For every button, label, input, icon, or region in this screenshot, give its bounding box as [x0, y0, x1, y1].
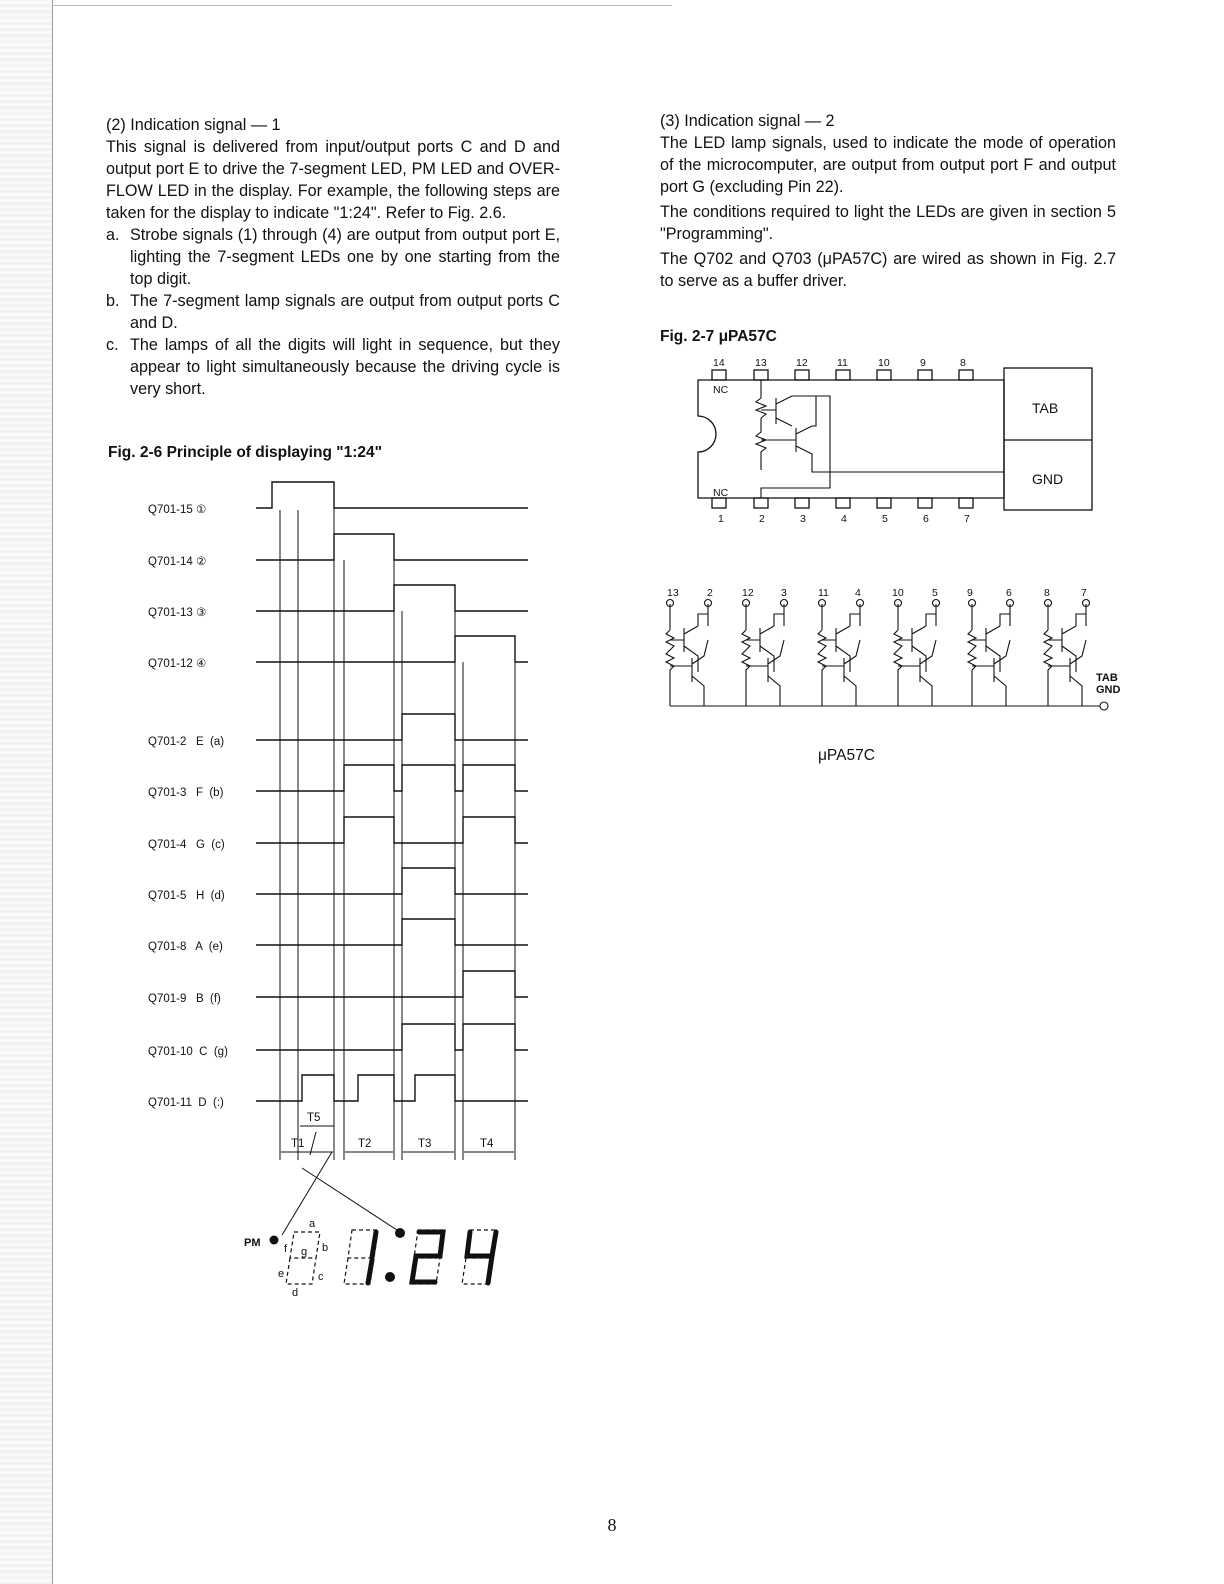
timing-label-t1: T1	[291, 1138, 305, 1150]
nc-label-top: NC	[713, 384, 729, 396]
array-pin-label: 10	[892, 587, 904, 599]
waveform-strobe-2	[256, 534, 528, 560]
pin-label: 4	[841, 513, 847, 525]
array-pin-label: 3	[781, 587, 787, 599]
timing-row-labels	[148, 504, 228, 1109]
array-pin-label: 4	[855, 587, 861, 599]
paragraph-buffer-driver: The Q702 and Q703 (μPA57C) are wired as shown in Fig. 2.7 to serve as a buffer driver.	[660, 250, 1116, 290]
tab-label: TAB	[1032, 400, 1059, 416]
list-item-text: Strobe signals (1) through (4) are output from output port E, lighting the 7-segment LEDs one by one starting from the top digit.	[130, 226, 560, 288]
strobe-label: Q701-13 ③	[148, 607, 207, 619]
fig-2-6-title: Fig. 2-6 Principle of displaying "1:24"	[108, 444, 382, 461]
page-number: 8	[607, 1515, 617, 1535]
section-heading-indication-2: (3) Indication signal — 2	[660, 112, 835, 130]
segment-label: Q701-11 D (:)	[148, 1097, 224, 1109]
colon-dot-upper	[395, 1228, 405, 1238]
waveform-seg-c	[256, 817, 528, 843]
seg-label-b: b	[322, 1242, 329, 1254]
list-marker: c.	[106, 336, 119, 354]
array-tab-label: TAB	[1096, 672, 1118, 684]
pin-label: 1	[718, 513, 724, 525]
array-pin-label: 11	[818, 587, 829, 599]
array-pin-label: 2	[707, 587, 713, 599]
array-pin-label: 8	[1044, 587, 1050, 599]
strobe-label: Q701-14 ②	[148, 556, 207, 568]
waveform-seg-f	[256, 971, 528, 997]
list-marker: b.	[106, 292, 120, 310]
strobe-label: Q701-15 ①	[148, 504, 207, 516]
colon-dot-lower	[385, 1272, 395, 1282]
segment-label: Q701-10 C (g)	[148, 1046, 228, 1058]
timing-label-t2: T2	[358, 1138, 372, 1150]
upa57c-caption: μPA57C	[818, 747, 875, 764]
timing-label-t4: T4	[480, 1138, 494, 1150]
waveform-seg-d	[256, 868, 528, 894]
array-pin-label: 7	[1081, 587, 1087, 599]
digit-0-outline	[286, 1232, 320, 1284]
fig-2-7-title: Fig. 2-7 μPA57C	[660, 328, 777, 345]
waveform-strobe-4	[256, 636, 528, 662]
digit-3-lit	[467, 1232, 496, 1283]
waveform-seg-a	[256, 714, 528, 740]
waveform-colon	[256, 1075, 528, 1101]
paragraph-led-signals: The LED lamp signals, used to indicate the mode of operation of the microcomputer, are output from output port F and output port G (excluding Pin 22).	[660, 134, 1116, 196]
list-marker: a.	[106, 226, 120, 244]
seg-label-g: g	[301, 1246, 308, 1258]
segment-label: Q701-2 E (a)	[148, 736, 225, 748]
pin-label: 3	[800, 513, 806, 525]
pin-label: 9	[920, 357, 926, 369]
seg-label-d: d	[292, 1287, 299, 1299]
pin-label: 14	[713, 357, 725, 369]
pin-label: 2	[759, 513, 765, 525]
pm-label: PM	[244, 1237, 261, 1249]
strobe-label: Q701-12 ④	[148, 658, 207, 670]
waveform-strobe-1	[256, 482, 528, 508]
segment-label: Q701-4 G (c)	[148, 839, 225, 851]
pin-label: 13	[755, 357, 767, 369]
array-gnd-label: GND	[1096, 684, 1121, 696]
pin-label: 5	[882, 513, 888, 525]
pin-label: 11	[837, 357, 848, 369]
pin-label: 6	[923, 513, 929, 525]
array-pin-label: 13	[667, 587, 679, 599]
nc-label-bottom: NC	[713, 487, 729, 499]
pin-label: 12	[796, 357, 808, 369]
list-item-text: The 7-segment lamp signals are output from output ports C and D.	[130, 292, 560, 332]
pin-label: 10	[878, 357, 890, 369]
seg-label-c: c	[318, 1271, 324, 1283]
array-pin-label: 6	[1006, 587, 1012, 599]
timing-label-t3: T3	[418, 1138, 432, 1150]
segment-label: Q701-8 A (e)	[148, 941, 223, 953]
segment-label: Q701-5 H (d)	[148, 890, 225, 902]
intro-paragraph: This signal is delivered from input/output ports C and D and output port E to drive the 7-segment LED, PM LED and OVER-FLOW LED in the display. For example, the following steps are taken for the display to indicate "1:24". Refer to Fig. 2.6.	[106, 138, 560, 222]
segment-label: Q701-3 F (b)	[148, 787, 224, 799]
section-heading-indication-1: (2) Indication signal — 1	[106, 116, 281, 134]
waveform-seg-e	[256, 919, 528, 945]
array-pin-label: 5	[932, 587, 938, 599]
waveform-seg-b	[256, 765, 528, 791]
seg-label-e: e	[278, 1268, 285, 1280]
pm-dot	[270, 1236, 279, 1245]
timing-label-t5: T5	[307, 1112, 321, 1124]
waveform-seg-g	[256, 1024, 528, 1050]
seg-label-f: f	[284, 1243, 288, 1255]
paragraph-conditions: The conditions required to light the LEDs are given in section 5 "Programming".	[660, 203, 1116, 243]
gnd-label: GND	[1032, 471, 1064, 487]
array-pin-label: 12	[742, 587, 754, 599]
waveform-strobe-3	[256, 585, 528, 611]
timing-guide-lines	[280, 508, 515, 1160]
pin-label: 7	[964, 513, 970, 525]
pin-label: 8	[960, 357, 966, 369]
segment-label: Q701-9 B (f)	[148, 993, 221, 1005]
list-item-text: The lamps of all the digits will light in sequence, but they appear to light simultaneously because the driving cycle is very short.	[130, 336, 560, 398]
array-pin-label: 9	[967, 587, 973, 599]
seg-label-a: a	[309, 1218, 316, 1230]
